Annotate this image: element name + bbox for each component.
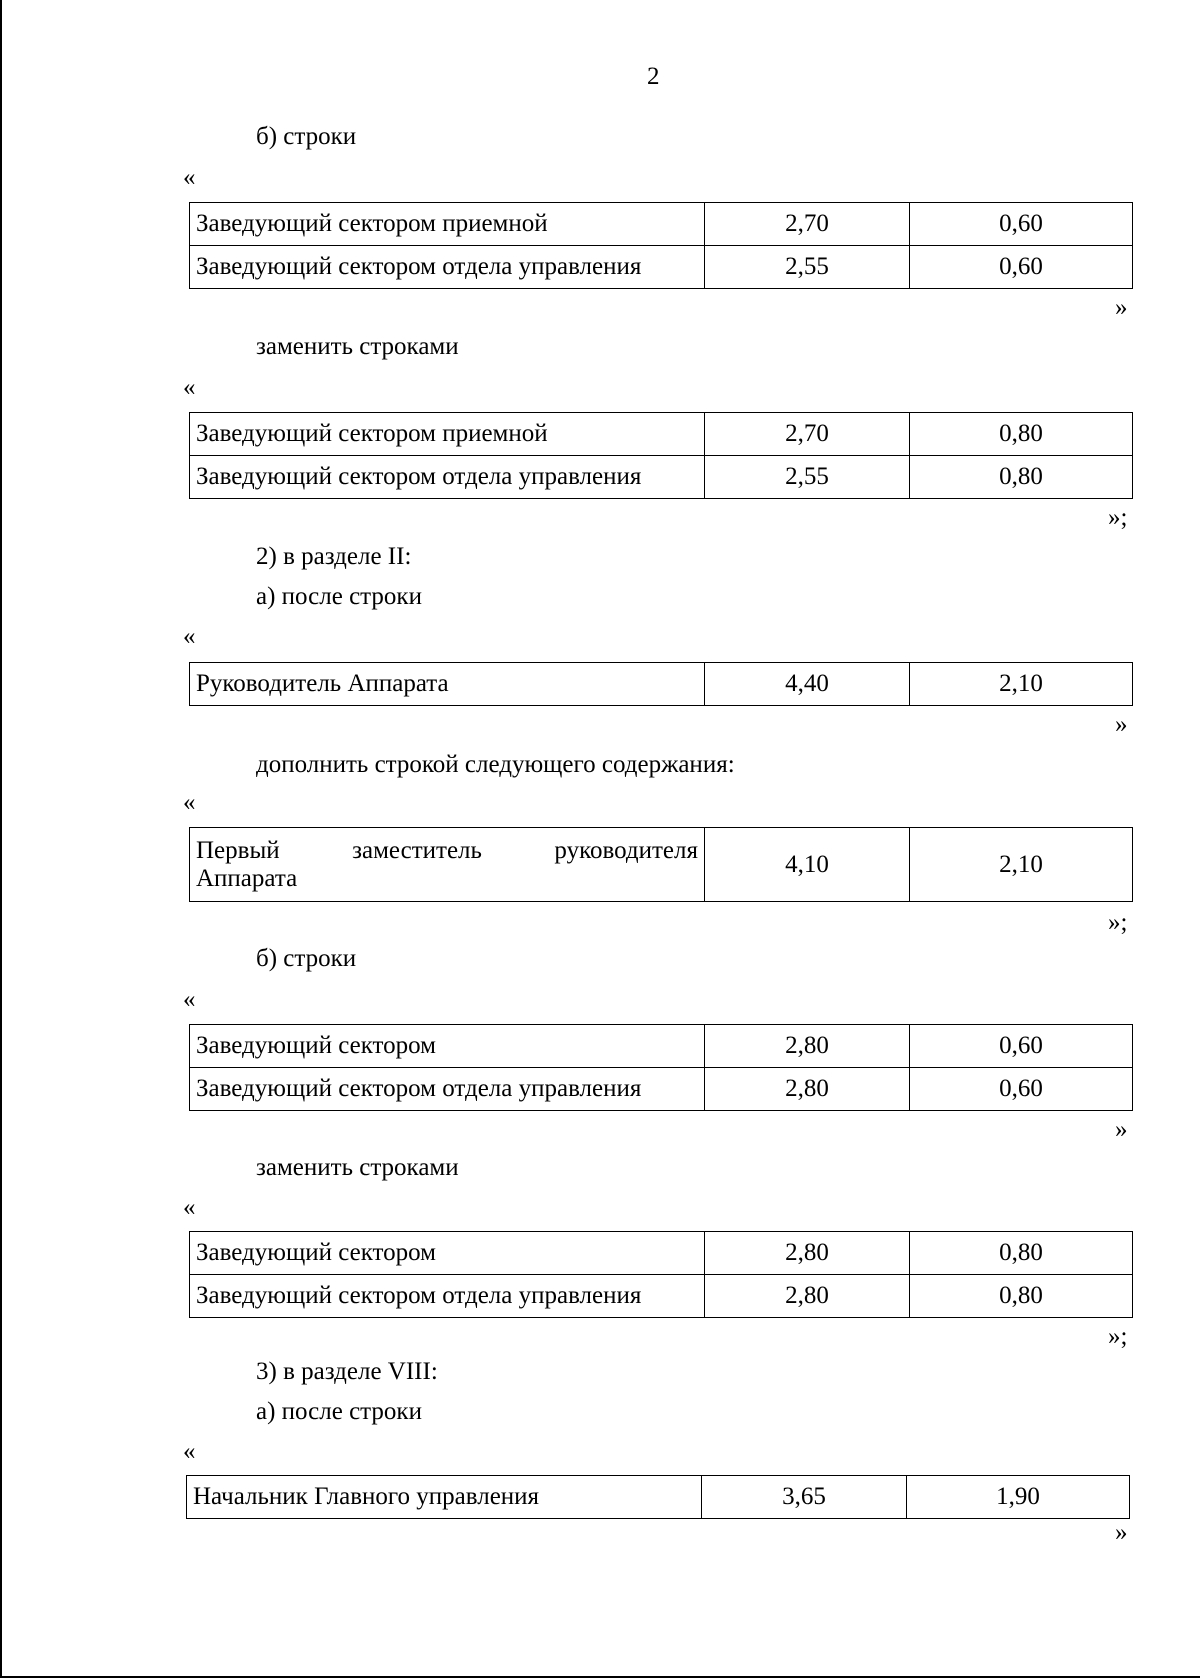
table-cell-title: Руководитель Аппарата (190, 663, 705, 706)
table-cell-value: 0,60 (910, 1025, 1133, 1068)
table-row (190, 663, 1133, 706)
table-7 (186, 1475, 1130, 1519)
paragraph-after-row: а) после строки (256, 583, 422, 610)
paragraph-after-row: а) после строки (256, 1398, 422, 1425)
table-cell-value: 2,10 (910, 663, 1133, 706)
close-quote-semicolon: »; (1108, 1323, 1128, 1350)
table-cell-title: Заведующий сектором приемной (190, 413, 705, 456)
open-quote: « (183, 164, 196, 191)
paragraph-replace: заменить строками (256, 1154, 459, 1181)
close-quote: » (1115, 1519, 1128, 1546)
paragraph-b-rows: б) строки (256, 123, 357, 150)
page-number: 2 (647, 63, 660, 90)
open-quote: « (183, 789, 196, 816)
table-row (190, 1068, 1133, 1111)
paragraph-section-viii: 3) в разделе VIII: (256, 1358, 438, 1385)
table-cell-value: 2,10 (910, 828, 1133, 902)
table-cell-title: Заведующий сектором отдела управления (190, 1275, 705, 1318)
close-quote: » (1115, 711, 1128, 738)
table-cell-value: 0,80 (910, 1232, 1133, 1275)
table-cell-title (190, 828, 705, 902)
table-cell-title: Заведующий сектором (190, 1025, 705, 1068)
table-cell-title: Заведующий сектором (190, 1232, 705, 1275)
table-row (190, 1275, 1133, 1318)
table-cell-value: 4,10 (705, 828, 910, 902)
table-cell-title: Заведующий сектором приемной (190, 203, 705, 246)
table-6 (189, 1231, 1133, 1318)
table-cell-value: 2,55 (705, 246, 910, 289)
table-cell-title: Заведующий сектором отдела управления (190, 1068, 705, 1111)
title-word: заместитель (352, 836, 482, 864)
table-row (190, 1025, 1133, 1068)
table-1 (189, 202, 1133, 289)
table-cell-value: 2,80 (705, 1025, 910, 1068)
title-word: Первый (196, 836, 280, 864)
table-cell-value: 0,80 (910, 413, 1133, 456)
table-cell-value: 1,90 (907, 1476, 1130, 1519)
table-row (190, 246, 1133, 289)
table-row (190, 413, 1133, 456)
table-5 (189, 1024, 1133, 1111)
table-2 (189, 412, 1133, 499)
open-quote: « (183, 623, 196, 650)
paragraph-b-rows: б) строки (256, 945, 357, 972)
table-row (190, 203, 1133, 246)
table-cell-value: 2,55 (705, 456, 910, 499)
title-line-1 (196, 837, 698, 865)
table-cell-title: Заведующий сектором отдела управления (190, 246, 705, 289)
open-quote: « (183, 1194, 196, 1221)
table-cell-value: 2,80 (705, 1068, 910, 1111)
paragraph-add-row: дополнить строкой следующего содержания: (256, 751, 735, 778)
table-3 (189, 662, 1133, 706)
table-row (190, 456, 1133, 499)
paragraph-section-ii: 2) в разделе II: (256, 543, 412, 570)
table-cell-value: 2,80 (705, 1232, 910, 1275)
table-cell-value: 0,80 (910, 1275, 1133, 1318)
table-cell-value: 4,40 (705, 663, 910, 706)
close-quote-semicolon: »; (1108, 909, 1128, 936)
table-4 (189, 827, 1133, 902)
table-cell-title: Начальник Главного управления (187, 1476, 702, 1519)
paragraph-replace: заменить строками (256, 333, 459, 360)
table-cell-value: 2,80 (705, 1275, 910, 1318)
table-cell-value: 0,80 (910, 456, 1133, 499)
table-row (190, 1232, 1133, 1275)
open-quote: « (183, 1438, 196, 1465)
close-quote: » (1115, 294, 1128, 321)
table-cell-value: 0,60 (910, 203, 1133, 246)
open-quote: « (183, 374, 196, 401)
close-quote-semicolon: »; (1108, 504, 1128, 531)
table-cell-value: 2,70 (705, 203, 910, 246)
close-quote: » (1115, 1116, 1128, 1143)
table-cell-value: 0,60 (910, 1068, 1133, 1111)
table-cell-title: Заведующий сектором отдела управления (190, 456, 705, 499)
title-line-2: Аппарата (196, 864, 298, 892)
title-word: руководителя (554, 836, 698, 864)
open-quote: « (183, 986, 196, 1013)
table-row (187, 1476, 1130, 1519)
table-cell-value: 3,65 (702, 1476, 907, 1519)
table-cell-value: 2,70 (705, 413, 910, 456)
table-row (190, 828, 1133, 902)
table-cell-value: 0,60 (910, 246, 1133, 289)
